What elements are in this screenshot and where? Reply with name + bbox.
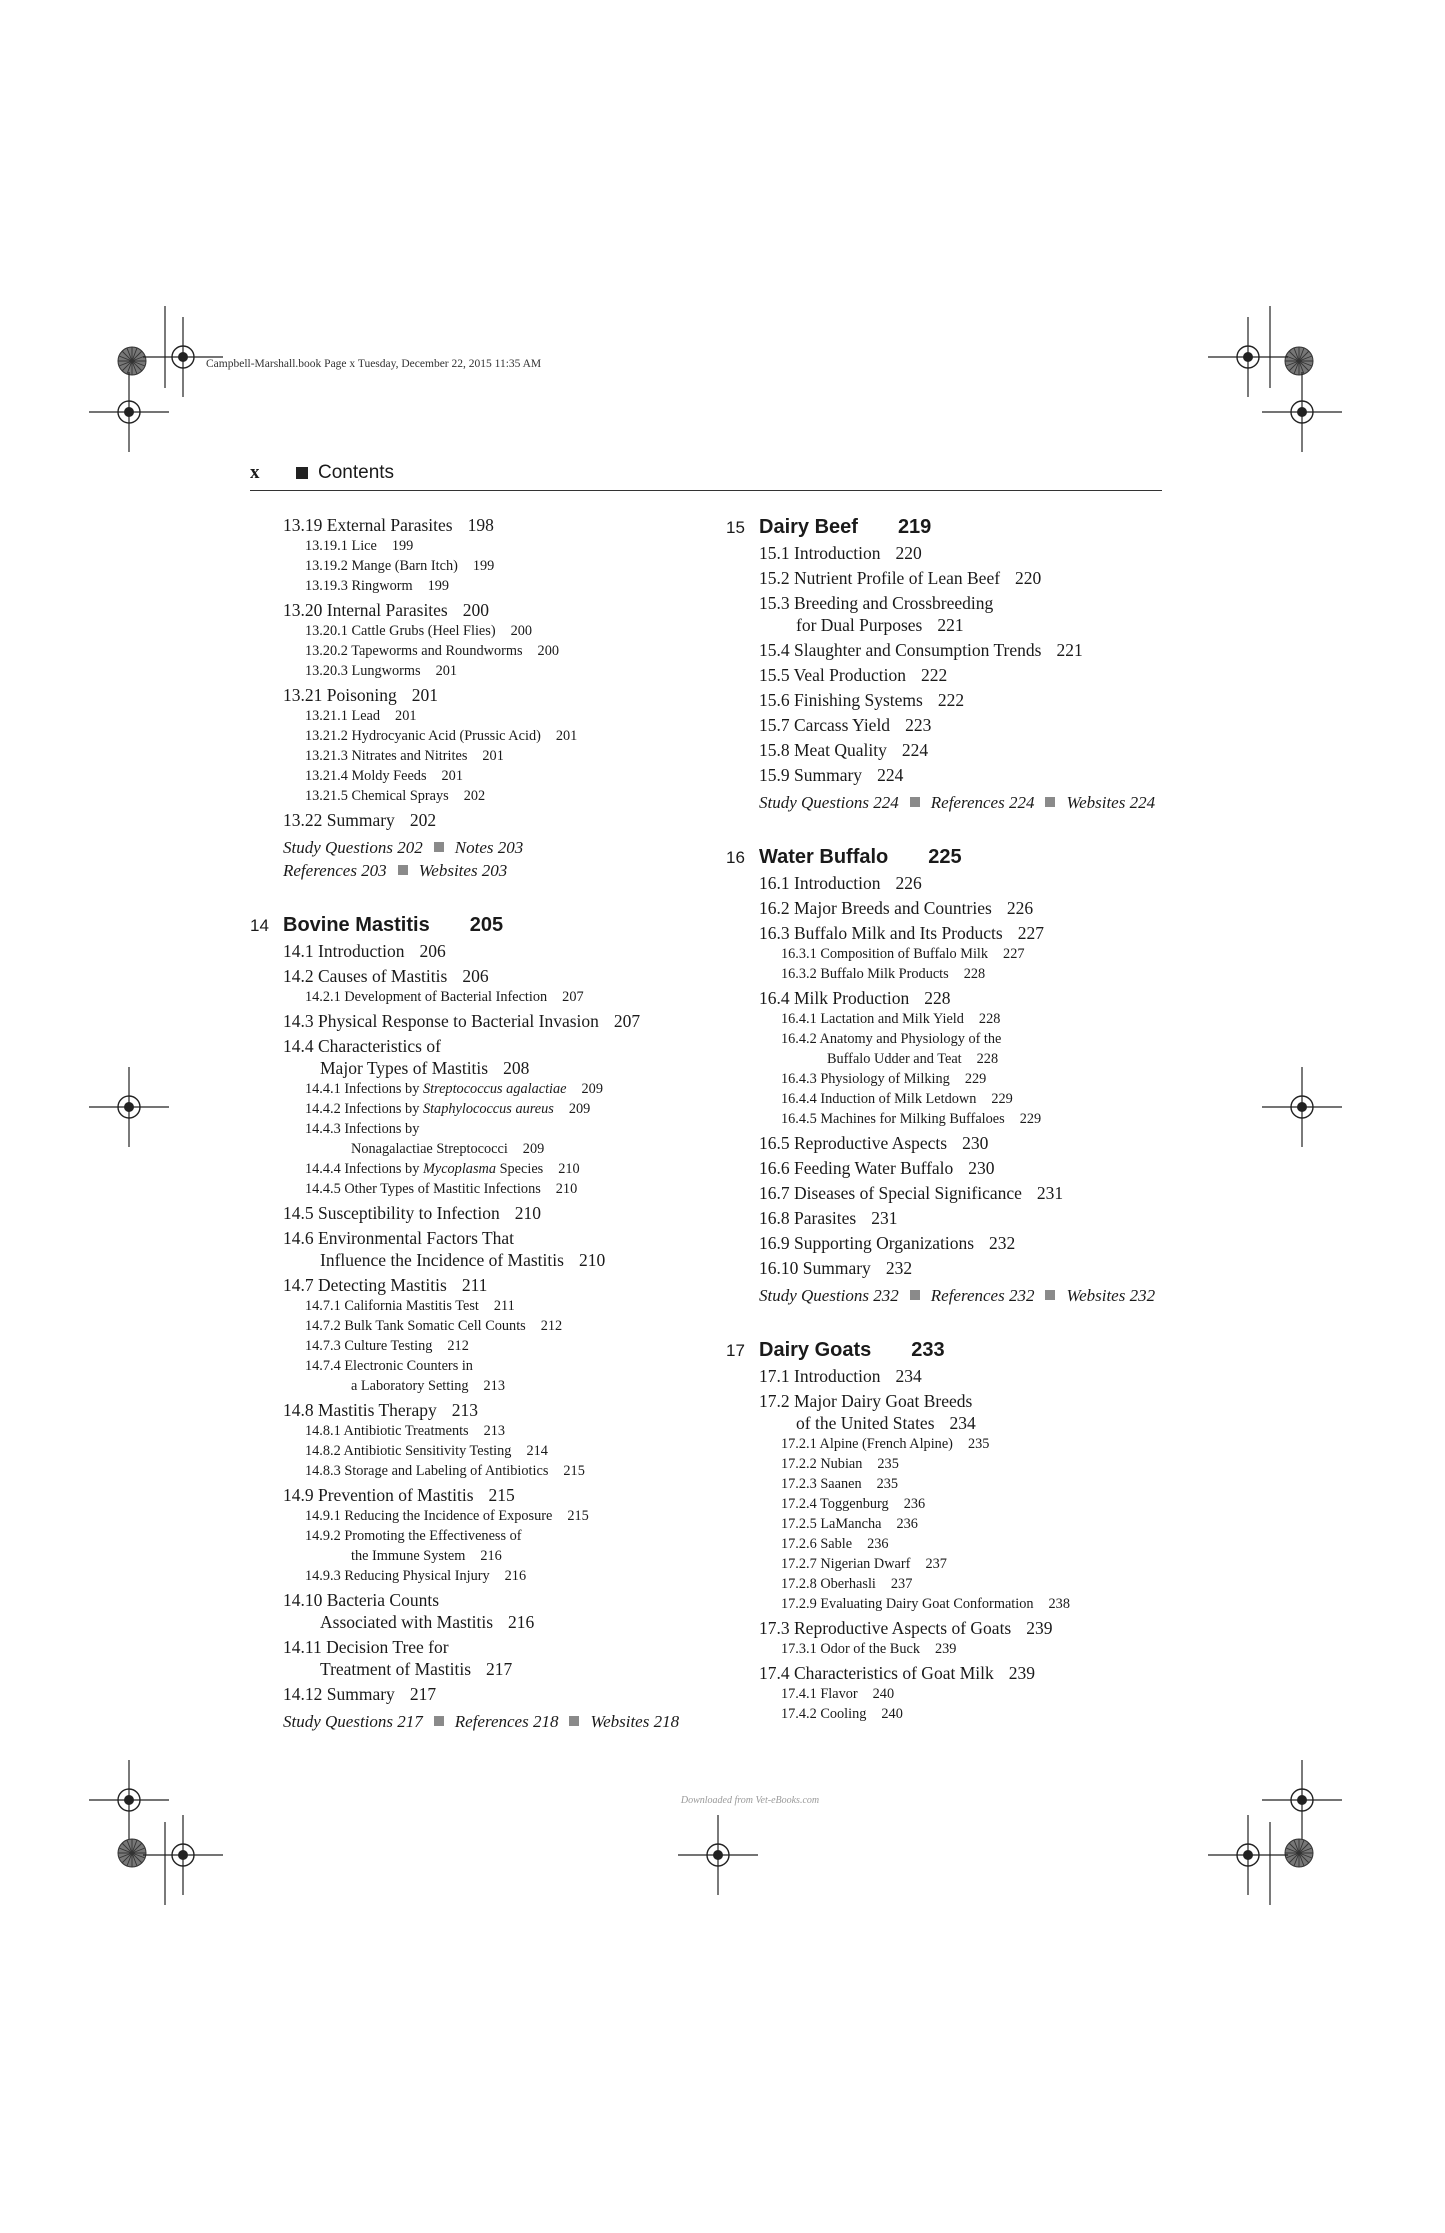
entry-page: 239 [934,1641,957,1657]
entry-title: 13.21.5 Chemical Sprays [305,788,449,804]
entry-title: for Dual Purposes [796,615,923,635]
entry-title: 14.4.1 Infections by Streptococcus agalactiae [305,1081,567,1097]
entry-title: 14.4.3 Infections by [305,1121,420,1137]
entry-title: 13.21.3 Nitrates and Nitrites [305,748,468,764]
entry-page: 240 [872,1686,895,1702]
entry-page: 201 [411,685,439,705]
entry-title: 13.21 Poisoning [283,685,397,705]
chapter-number: 16 [726,848,745,867]
chapter-page: 219 [897,516,932,538]
entry-title: 16.4 Milk Production [759,988,910,1008]
printer-slug: Campbell-Marshall.book Page x Tuesday, December 22, 2015 11:35 AM [206,358,542,370]
entry-page: 201 [441,768,463,784]
entry-page: 235 [876,1476,899,1492]
registration-mark-bottom-right [1208,1760,1342,1905]
entry-title: 17.2.7 Nigerian Dwarf [781,1556,911,1572]
running-head-title: Contents [318,462,395,483]
entry-page: 236 [896,1516,918,1532]
entry-title: 14.1 Introduction [283,941,405,961]
entry-page: 231 [1036,1183,1064,1203]
entry-title: 16.6 Feeding Water Buffalo [759,1158,954,1178]
chapter-title: Dairy Beef [759,516,858,538]
entry-page: 236 [903,1496,926,1512]
entry-title: 16.4.4 Induction of Milk Letdown [781,1091,977,1107]
entry-page: 216 [480,1548,502,1564]
entry-title: 16.4.2 Anatomy and Physiology of the [781,1031,1002,1047]
entry-page: 216 [508,1612,535,1632]
study-ref: Study Questions 217 [283,1712,423,1731]
entry-page: 215 [563,1463,585,1479]
entry-page: 239 [1008,1663,1035,1683]
entry-title: 14.6 Environmental Factors That [283,1228,515,1248]
entry-page: 231 [871,1208,898,1228]
entry-page: 227 [1017,923,1044,943]
entry-page: 222 [920,665,948,685]
entry-title: 17.2.8 Oberhasli [781,1576,876,1592]
italic-term: Streptococcus agalactiae [422,1081,567,1097]
study-ref: References 224 [930,793,1035,812]
entry-title: 14.5 Susceptibility to Infection [283,1203,500,1223]
entry-title: Associated with Mastitis [320,1612,494,1632]
entry-page: 215 [488,1485,515,1505]
chapter-number: 15 [726,518,745,537]
entry-title: 13.19.3 Ringworm [305,578,413,594]
study-ref: Websites 232 [1066,1286,1156,1305]
entry-title: 15.3 Breeding and Crossbreeding [759,593,994,613]
entry-title: 16.4.3 Physiology of Milking [781,1071,950,1087]
entry-title: 15.2 Nutrient Profile of Lean Beef [759,568,1001,588]
entry-title: Influence the Incidence of Mastitis [320,1250,564,1270]
entry-title: 16.2 Major Breeds and Countries [759,898,992,918]
chapter-title: Water Buffalo [759,846,889,868]
study-ref: Study Questions 232 [759,1286,899,1305]
entry-page: 229 [1019,1111,1042,1127]
entry-title: 15.6 Finishing Systems [759,690,923,710]
entry-page: 235 [877,1456,899,1472]
entry-title: 15.5 Veal Production [759,665,906,685]
entry-page: 230 [968,1158,995,1178]
entry-title: 16.8 Parasites [759,1208,857,1228]
entry-title: 17.4 Characteristics of Goat Milk [759,1663,994,1683]
chapter-number: 14 [250,916,269,935]
entry-page: 229 [964,1071,987,1087]
entry-page: 211 [493,1298,515,1314]
entry-title: 14.2.1 Development of Bacterial Infection [305,989,548,1005]
entry-title: 14.9.3 Reducing Physical Injury [305,1568,490,1584]
entry-title: a Laboratory Setting [351,1378,469,1394]
entry-page: 209 [568,1101,591,1117]
entry-title: the Immune System [351,1548,466,1564]
study-ref: References 203 [283,861,387,880]
entry-title: 17.2.6 Sable [781,1536,853,1552]
entry-title: 13.20 Internal Parasites [283,600,448,620]
chapter-page: 233 [911,1339,945,1361]
page-number: x [250,462,260,483]
entry-title: 14.8.3 Storage and Labeling of Antibiotics [305,1463,549,1479]
entry-title: 13.19.2 Mange (Barn Itch) [305,558,458,574]
entry-title: 14.8.2 Antibiotic Sensitivity Testing [305,1443,512,1459]
entry-title: 16.9 Supporting Organizations [759,1233,975,1253]
entry-page: 199 [472,558,495,574]
entry-title: 13.22 Summary [283,810,395,830]
entry-page: 200 [537,643,559,659]
entry-title: 13.20.1 Cattle Grubs (Heel Flies) [305,623,496,639]
entry-page: 201 [435,663,458,679]
entry-title: 13.19 External Parasites [283,515,453,535]
entry-title: 16.3.2 Buffalo Milk Products [781,966,949,982]
study-ref: Websites 224 [1066,793,1156,812]
study-ref: Websites 218 [590,1712,680,1731]
entry-title: 17.2.5 LaMancha [781,1516,882,1532]
entry-title: 14.7.1 California Mastitis Test [305,1298,479,1314]
entry-page: 224 [901,740,929,760]
entry-page: 228 [924,988,951,1008]
entry-page: 200 [510,623,533,639]
entry-title: 15.9 Summary [759,765,863,785]
entry-title: 13.20.3 Lungworms [305,663,421,679]
entry-page: 230 [962,1133,989,1153]
entry-page: 237 [890,1576,913,1592]
entry-page: 217 [486,1659,513,1679]
entry-title: 14.10 Bacteria Counts [283,1590,440,1610]
entry-page: 201 [395,708,417,724]
chapter-title: Dairy Goats [759,1339,872,1361]
study-ref: Websites 203 [418,861,508,880]
entry-page: 228 [976,1051,999,1067]
entry-page: 201 [555,728,578,744]
entry-title: 17.2.1 Alpine (French Alpine) [781,1436,953,1452]
entry-title: 14.9.1 Reducing the Incidence of Exposure [305,1508,553,1524]
entry-title: 14.9 Prevention of Mastitis [283,1485,474,1505]
entry-page: 213 [451,1400,479,1420]
entry-title: of the United States [796,1413,935,1433]
entry-title: 14.7.4 Electronic Counters in [305,1358,473,1374]
entry-title: 16.10 Summary [759,1258,871,1278]
entry-title: 16.4.5 Machines for Milking Buffaloes [781,1111,1005,1127]
entry-page: 214 [526,1443,548,1459]
entry-page: 208 [503,1058,530,1078]
registration-mark-mid-right [1262,1067,1342,1147]
entry-page: 210 [558,1161,580,1177]
entry-title: 14.8.1 Antibiotic Treatments [305,1423,469,1439]
entry-title: 14.7 Detecting Mastitis [283,1275,447,1295]
registration-mark-top-right [1208,306,1342,452]
entry-title: 17.4.1 Flavor [781,1686,858,1702]
entry-page: 213 [483,1423,506,1439]
entry-page: 226 [895,873,922,893]
entry-page: 199 [427,578,450,594]
entry-title: 15.8 Meat Quality [759,740,887,760]
entry-title: 14.4.2 Infections by Staphylococcus aureus [305,1101,554,1117]
entry-title: 13.21.4 Moldy Feeds [305,768,427,784]
entry-page: 240 [881,1706,903,1722]
entry-title: 17.2.4 Toggenburg [781,1496,889,1512]
entry-title: 17.2 Major Dairy Goat Breeds [759,1391,973,1411]
entry-page: 200 [462,600,489,620]
entry-page: 237 [925,1556,947,1572]
entry-page: 224 [877,765,904,785]
entry-page: 229 [991,1091,1013,1107]
entry-title: 14.4.4 Infections by Mycoplasma Species [305,1161,544,1177]
entry-title: 14.7.3 Culture Testing [305,1338,433,1354]
entry-page: 206 [419,941,446,961]
entry-title: 16.3 Buffalo Milk and Its Products [759,923,1003,943]
chapter-page: 225 [928,846,962,868]
entry-title: 14.7.2 Bulk Tank Somatic Cell Counts [305,1318,526,1334]
entry-title: 14.3 Physical Response to Bacterial Invasion [283,1011,599,1031]
entry-page: 216 [504,1568,527,1584]
study-ref: References 232 [930,1286,1035,1305]
entry-page: 232 [885,1258,913,1278]
entry-page: 212 [540,1318,563,1334]
chapter-page: 205 [469,914,504,936]
registration-mark-bottom-center [678,1815,758,1895]
italic-term: Staphylococcus aureus [422,1101,554,1117]
entry-title: 17.2.2 Nubian [781,1456,863,1472]
chapter-number: 17 [726,1341,745,1360]
entry-page: 210 [578,1250,606,1270]
entry-title: Buffalo Udder and Teat [827,1051,962,1067]
entry-page: 213 [483,1378,505,1394]
entry-title: 15.4 Slaughter and Consumption Trends [759,640,1042,660]
entry-page: 211 [461,1275,488,1295]
entry-title: 14.2 Causes of Mastitis [283,966,448,986]
entry-page: 202 [463,788,486,804]
entry-title: 17.3 Reproductive Aspects of Goats [759,1618,1012,1638]
entry-page: 226 [1006,898,1034,918]
entry-page: 199 [391,538,414,554]
entry-page: 234 [895,1366,922,1386]
entry-title: 17.3.1 Odor of the Buck [781,1641,920,1657]
entry-title: 16.7 Diseases of Special Significance [759,1183,1022,1203]
entry-page: 232 [989,1233,1016,1253]
entry-title: 13.20.2 Tapeworms and Roundworms [305,643,523,659]
entry-page: 220 [895,543,922,563]
entry-page: 227 [1003,946,1025,962]
entry-page: 221 [937,615,964,635]
entry-page: 235 [967,1436,990,1452]
entry-page: 207 [613,1011,641,1031]
entry-page: 209 [581,1081,603,1097]
entry-page: 228 [978,1011,1001,1027]
study-ref: Notes 203 [454,838,524,857]
entry-page: 207 [562,989,584,1005]
entry-page: 198 [467,515,494,535]
entry-page: 234 [949,1413,976,1433]
entry-page: 223 [905,715,932,735]
entry-title: 14.4 Characteristics of [283,1036,441,1056]
study-ref: Study Questions 224 [759,793,899,812]
study-ref: Study Questions 202 [283,838,423,857]
registration-mark-bottom-left [89,1760,223,1905]
entry-page: 239 [1026,1618,1053,1638]
entry-title: 13.21.2 Hydrocyanic Acid (Prussic Acid) [305,728,541,744]
entry-title: 14.11 Decision Tree for [283,1637,449,1657]
entry-title: 14.12 Summary [283,1684,395,1704]
entry-title: 16.3.1 Composition of Buffalo Milk [781,946,989,962]
registration-mark-mid-left [89,1067,169,1147]
entry-title: 14.8 Mastitis Therapy [283,1400,437,1420]
entry-page: 236 [867,1536,889,1552]
entry-title: 16.4.1 Lactation and Milk Yield [781,1011,964,1027]
chapter-title: Bovine Mastitis [283,914,430,936]
entry-page: 210 [514,1203,542,1223]
entry-title: Major Types of Mastitis [320,1058,489,1078]
entry-title: 17.2.9 Evaluating Dairy Goat Conformation [781,1596,1034,1612]
entry-title: 17.4.2 Cooling [781,1706,867,1722]
registration-mark-top-left [89,306,223,452]
entry-title: 15.7 Carcass Yield [759,715,891,735]
entry-page: 238 [1048,1596,1070,1612]
entry-title: 13.19.1 Lice [305,538,377,554]
entry-page: 202 [409,810,437,830]
entry-page: 206 [462,966,489,986]
entry-page: 210 [555,1181,578,1197]
entry-page: 212 [447,1338,469,1354]
entry-title: 13.21.1 Lead [305,708,381,724]
entry-page: 228 [963,966,986,982]
entry-page: 220 [1015,568,1042,588]
entry-title: 17.2.3 Saanen [781,1476,862,1492]
entry-page: 217 [409,1684,437,1704]
entry-page: 221 [1056,640,1083,660]
entry-title: 14.9.2 Promoting the Effectiveness of [305,1528,522,1544]
entry-title: 17.1 Introduction [759,1366,881,1386]
entry-title: Treatment of Mastitis [320,1659,472,1679]
entry-title: 16.1 Introduction [759,873,881,893]
entry-page: 215 [567,1508,589,1524]
study-ref: References 218 [454,1712,559,1731]
entry-title: 16.5 Reproductive Aspects [759,1133,948,1153]
italic-term: Mycoplasma [422,1161,496,1177]
entry-page: 222 [937,690,965,710]
entry-title: Nonagalactiae Streptococci [351,1141,508,1157]
entry-title: 15.1 Introduction [759,543,881,563]
entry-title: 14.4.5 Other Types of Mastitic Infections [305,1181,541,1197]
download-watermark: Downloaded from Vet-eBooks.com [680,1795,820,1806]
entry-page: 201 [482,748,504,764]
entry-page: 209 [522,1141,545,1157]
